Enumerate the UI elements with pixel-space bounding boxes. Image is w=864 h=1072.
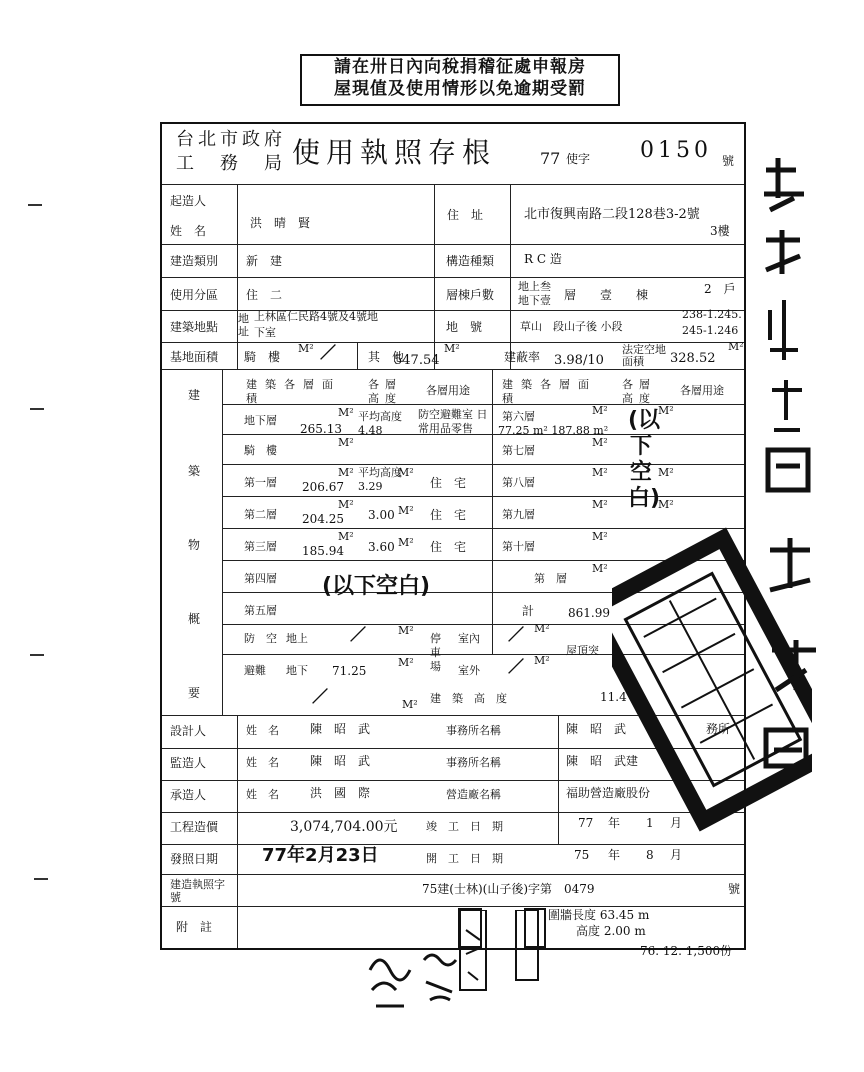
signature-seals bbox=[360, 910, 540, 1020]
unit-m2: M² bbox=[398, 624, 414, 637]
floor-height: 3.60 bbox=[368, 540, 395, 554]
designer-label: 設計人 bbox=[170, 724, 207, 738]
lot-label: 地 號 bbox=[446, 320, 483, 334]
designer-office-label: 事務所名稱 bbox=[446, 724, 501, 737]
permit-word: 使字 bbox=[566, 152, 591, 166]
header-floor-area-right: 建築各層面積 bbox=[502, 378, 597, 405]
completion-label: 竣 工 日 期 bbox=[426, 820, 503, 833]
shelter-dash: ／ bbox=[312, 687, 329, 706]
permit-label: 建造執照字號 bbox=[170, 878, 225, 904]
floor-use: 住 宅 bbox=[430, 508, 467, 522]
open-space-label: 法定空地面積 bbox=[622, 343, 666, 368]
unit-m2: M² bbox=[398, 504, 414, 517]
parking-outdoor: 室外 bbox=[458, 664, 480, 677]
base-area-label: 基地面積 bbox=[170, 350, 219, 364]
cost-label: 工程造價 bbox=[170, 820, 219, 834]
zone-value: 住 二 bbox=[246, 288, 283, 302]
blank-note-left: (以下空白) bbox=[322, 574, 431, 599]
floor-use: 住 宅 bbox=[430, 540, 467, 554]
contractor-name: 洪 國 際 bbox=[310, 786, 371, 800]
height-value: 11.4 bbox=[600, 690, 627, 704]
unit-m2: M² bbox=[398, 656, 414, 669]
shelter-label: 避難 bbox=[244, 664, 266, 677]
floor-name: 第五層 bbox=[244, 604, 277, 617]
permit-suffix: 號 bbox=[728, 882, 741, 896]
open-space-value: 328.52 bbox=[670, 351, 716, 366]
air-raid-above-value: ／ bbox=[350, 625, 367, 644]
floor-name-right: 第六層 bbox=[502, 410, 535, 423]
floor-name: 騎 樓 bbox=[244, 444, 277, 457]
unit-m2: M² bbox=[592, 466, 608, 479]
unit-m2: M² bbox=[338, 466, 354, 479]
unit-m2: M² bbox=[402, 698, 418, 711]
margin-mark bbox=[34, 874, 48, 880]
print-info: 76. 12. 1,500份 bbox=[640, 944, 733, 958]
unit-m2: M² bbox=[534, 622, 550, 635]
air-raid-label: 防 空 bbox=[244, 632, 277, 645]
permit-value: 75建(士林)(山子後)字第 0479 bbox=[422, 882, 595, 896]
location-line-2: 下室 bbox=[254, 326, 276, 339]
structure-value: R C 造 bbox=[524, 252, 562, 266]
households: 2 戶 bbox=[704, 282, 736, 296]
header-floor-use: 各層用途 bbox=[426, 384, 470, 397]
unit-m2: M² bbox=[338, 406, 354, 419]
floor-name-right: 第七層 bbox=[502, 444, 535, 457]
floor-area: 206.67 bbox=[302, 480, 344, 494]
designer-office-suffix: 務所 bbox=[706, 722, 731, 736]
header-floor-area: 建築各層面積 bbox=[246, 378, 341, 405]
completion-year: 77 bbox=[578, 816, 594, 830]
building-label-2: 築 bbox=[188, 464, 201, 478]
header-floor-height: 各層高度 bbox=[368, 378, 402, 405]
contractor-label: 承造人 bbox=[170, 788, 207, 802]
shelter-value: 71.25 bbox=[332, 664, 367, 678]
designer-name: 陳 昭 武 bbox=[310, 722, 371, 736]
agency-line-2: 工 務 局 bbox=[176, 153, 286, 174]
header-floor-height-right: 各層高度 bbox=[622, 378, 656, 405]
designer-name-label: 姓 名 bbox=[246, 724, 279, 737]
owner-label-bottom: 姓 名 bbox=[170, 224, 207, 238]
unit-m2: M² bbox=[658, 498, 674, 511]
floor-area: 185.94 bbox=[302, 544, 344, 558]
floor-name: 第二層 bbox=[244, 508, 277, 521]
unit-m2: M² bbox=[398, 466, 414, 479]
wall-height: 高度 2.00 m bbox=[576, 924, 646, 938]
floor-name: 地下層 bbox=[244, 414, 277, 427]
other-unit: M² bbox=[444, 342, 460, 355]
air-raid-above: 地上 bbox=[286, 632, 308, 645]
unit-m2: M² bbox=[592, 498, 608, 511]
floor-name-right: 第 層 bbox=[534, 572, 567, 585]
total-value: 861.99 bbox=[568, 606, 610, 620]
agency-line-1: 台北市政府 bbox=[176, 129, 286, 150]
floor-name: 第四層 bbox=[244, 572, 277, 585]
floor-use: 防空避難室 日常用品零售 bbox=[418, 408, 488, 435]
margin-mark bbox=[28, 200, 42, 206]
contractor-name-label: 姓 名 bbox=[246, 788, 279, 801]
open-space-unit: M² bbox=[728, 340, 744, 353]
floors-unit: 層 壹 棟 bbox=[564, 288, 649, 302]
floor-area: 204.25 bbox=[302, 512, 344, 526]
notice-line-2: 屋現值及使用情形以免逾期受罰 bbox=[334, 79, 586, 99]
building-label-5: 要 bbox=[188, 686, 201, 700]
floors-below: 地下壹 bbox=[518, 294, 551, 307]
header-floor-use-right: 各層用途 bbox=[680, 384, 724, 397]
notice-box bbox=[300, 54, 620, 106]
floor-name-right: 第九層 bbox=[502, 508, 535, 521]
floor-area: 265.13 bbox=[300, 422, 342, 436]
supervisor-office-label: 事務所名稱 bbox=[446, 756, 501, 769]
contractor-firm: 福助營造廠股份 bbox=[566, 786, 651, 800]
location-label: 建築地點 bbox=[170, 320, 219, 334]
building-label-4: 概 bbox=[188, 612, 201, 626]
unit-m2: M² bbox=[658, 404, 674, 417]
unit-m2: M² bbox=[338, 436, 354, 449]
unit-m2: M² bbox=[592, 530, 608, 543]
total-label: 計 bbox=[522, 604, 535, 618]
start-year: 75 bbox=[574, 848, 590, 862]
supervisor-name-label: 姓 名 bbox=[246, 756, 279, 769]
address-label: 住 址 bbox=[447, 208, 484, 222]
remarks-label: 附 註 bbox=[176, 920, 213, 934]
designer-office: 陳 昭 武 bbox=[566, 722, 627, 736]
floors-label: 層棟戶數 bbox=[446, 288, 495, 302]
blank-note-right: (以下空白) bbox=[628, 408, 661, 511]
start-year-unit: 年 bbox=[608, 848, 621, 862]
air-raid-below: 地下 bbox=[286, 664, 308, 677]
other-label: 其 他 bbox=[368, 350, 405, 364]
zone-label: 使用分區 bbox=[170, 288, 219, 302]
completion-month-unit: 月 bbox=[670, 816, 683, 830]
arcade-unit: M² bbox=[298, 342, 314, 355]
unit-m2: M² bbox=[398, 536, 414, 549]
start-month-unit: 月 bbox=[670, 848, 683, 862]
margin-mark bbox=[30, 650, 44, 656]
coverage-label: 建蔽率 bbox=[504, 350, 541, 364]
lot-numbers-2: 245-1.246 bbox=[682, 324, 739, 337]
height-label: 建 築 高 度 bbox=[430, 692, 507, 705]
parking-outdoor-value: ／ bbox=[508, 657, 525, 676]
owner-label-top: 起造人 bbox=[170, 194, 207, 208]
completion-year-unit: 年 bbox=[608, 816, 621, 830]
floor-name: 第一層 bbox=[244, 476, 277, 489]
issue-label: 發照日期 bbox=[170, 852, 219, 866]
wall-length: 圍牆長度 63.45 m bbox=[548, 908, 650, 922]
margin-mark bbox=[30, 404, 44, 410]
building-label-3: 物 bbox=[188, 538, 201, 552]
form-title: 使用執照存根 bbox=[292, 136, 497, 169]
structure-label: 構造種類 bbox=[446, 254, 495, 268]
location-line-1: 上林區仁民路4號及4號地 bbox=[254, 310, 378, 323]
other-value: 547.54 bbox=[394, 353, 440, 368]
parking-label: 停車場 bbox=[430, 632, 441, 673]
construction-type-value: 新 建 bbox=[246, 254, 283, 268]
floor-height: 平均高度4.48 bbox=[358, 410, 402, 437]
edge-stamp-characters bbox=[756, 150, 864, 830]
unit-m2: M² bbox=[592, 436, 608, 449]
supervisor-name: 陳 昭 武 bbox=[310, 754, 371, 768]
parking-indoor-value: ／ bbox=[508, 625, 525, 644]
address-line-1: 北市復興南路二段128巷3-2號 bbox=[524, 207, 700, 222]
start-month: 8 bbox=[646, 848, 654, 862]
unit-m2: M² bbox=[592, 562, 608, 575]
lot-numbers-1: 238-1.245. bbox=[682, 308, 742, 321]
floors-above: 地上叁 bbox=[518, 280, 551, 293]
rooftop-label: 屋頂突 bbox=[566, 644, 599, 657]
address-line-2: 3樓 bbox=[710, 224, 730, 238]
unit-m2: M² bbox=[592, 404, 608, 417]
location-prefix: 地址 bbox=[238, 312, 249, 338]
floor-name-right: 第八層 bbox=[502, 476, 535, 489]
floor-note-right: 77.25 m² 187.88 m² bbox=[498, 424, 609, 437]
supervisor-label: 監造人 bbox=[170, 756, 207, 770]
floor-name-right: 第十層 bbox=[502, 540, 535, 553]
coverage-value: 3.98/10 bbox=[554, 353, 604, 368]
lot-value: 草山 段山子後 小段 bbox=[520, 320, 623, 333]
permit-year: 77 bbox=[540, 149, 561, 168]
floor-name: 第三層 bbox=[244, 540, 277, 553]
completion-month: 1 bbox=[646, 816, 654, 830]
building-label-1: 建 bbox=[188, 388, 201, 402]
supervisor-office: 陳 昭 武建 bbox=[566, 754, 639, 768]
cost-value: 3,074,704.00元 bbox=[290, 819, 398, 835]
parking-indoor: 室內 bbox=[458, 632, 480, 645]
notice-line-1: 請在卅日內向稅捐稽征處申報房 bbox=[334, 57, 586, 77]
floor-use: 住 宅 bbox=[430, 476, 467, 490]
arcade-value: ／ bbox=[320, 343, 337, 362]
unit-m2: M² bbox=[338, 530, 354, 543]
owner-name: 洪 晴 賢 bbox=[250, 216, 311, 230]
construction-type-label: 建造類別 bbox=[170, 254, 219, 268]
permit-number: 0150 bbox=[640, 138, 712, 163]
unit-m2: M² bbox=[338, 498, 354, 511]
issue-value: 77年2月23日 bbox=[262, 845, 379, 866]
unit-m2: M² bbox=[658, 466, 674, 479]
floor-height: 平均高度3.29 bbox=[358, 466, 402, 493]
permit-number-suffix: 號 bbox=[722, 154, 735, 168]
arcade-label: 騎 樓 bbox=[244, 350, 281, 364]
start-label: 開 工 日 期 bbox=[426, 852, 503, 865]
floor-height: 3.00 bbox=[368, 508, 395, 522]
unit-m2: M² bbox=[534, 654, 550, 667]
contractor-firm-label: 營造廠名稱 bbox=[446, 788, 501, 801]
